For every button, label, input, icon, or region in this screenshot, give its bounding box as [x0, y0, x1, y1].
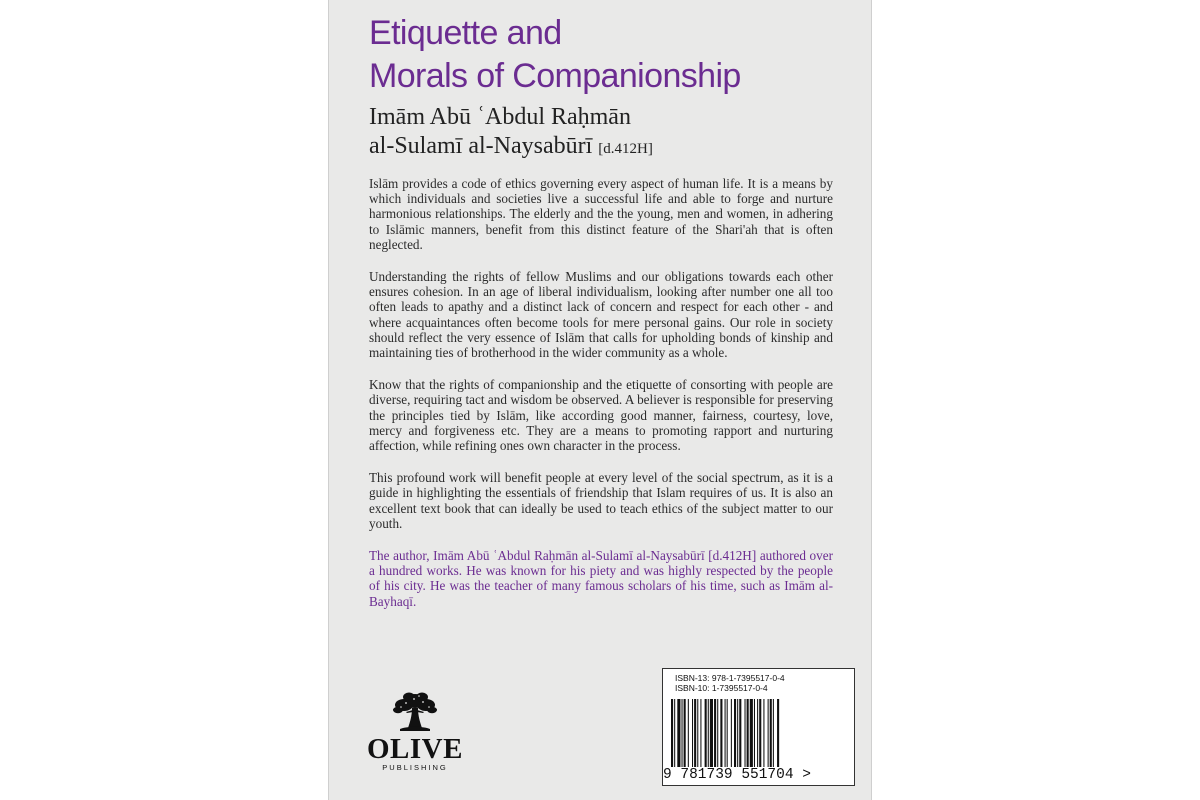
barcode-bar: [737, 699, 738, 767]
author-name: [369, 103, 653, 164]
barcode-bar: [777, 699, 779, 767]
barcode-bar: [745, 699, 746, 767]
author-name-line-1: Imām Abū ʿAbdul Raḥmān: [369, 104, 631, 130]
author-name-line-2: [369, 132, 653, 164]
author-death-date: [d.412H]: [598, 141, 653, 157]
barcode-bar: [714, 699, 716, 767]
barcode-bar: [694, 699, 696, 767]
barcode-bar: [727, 699, 728, 767]
isbn-13: ISBN-13: 978-1-7395517-0-4: [675, 673, 785, 683]
blurb: [369, 176, 833, 626]
book-title: [369, 12, 741, 98]
blurb-paragraph: This profound work will benefit people at every level of the social spectrum, as it is a guide in highlighting the essentials of friendship that Islam requires of us. It is also an excellent text book that can ideally be used to teach ethics of the subject matter to our youth.: [369, 470, 833, 531]
publisher-logo: [359, 690, 471, 798]
barcode-bar: [677, 699, 680, 767]
barcode-bar: [731, 699, 732, 767]
barcode-bar: [768, 699, 769, 767]
about-author: The author, Imām Abū ʿAbdul Raḥmān al-Sulamī al-Naysabūrī [d.412H] authored over a hundred works. He was known for his piety and was highly respected by the people of his city. He was the teacher of many famous scholars of his time, such as Imām al-Bayhaqī.: [369, 548, 833, 609]
barcode-bar: [717, 699, 718, 767]
back-cover: [328, 0, 872, 800]
book-title-line-2: Morals of Companionship: [369, 57, 741, 95]
barcode-bar: [692, 699, 693, 767]
barcode-bar: [770, 699, 772, 767]
barcode-bar: [747, 699, 749, 767]
barcode-bar: [720, 699, 722, 767]
barcode-bar: [725, 699, 726, 767]
barcode-bar: [773, 699, 774, 767]
barcode-bar: [684, 699, 686, 767]
author-name-line-2-text: al-Sulamī al-Naysabūrī: [369, 133, 593, 159]
blurb-paragraph: Know that the rights of companionship and the etiquette of consorting with people are diverse, requiring tact and wisdom be observed. A believer is responsible for preserving the principles tied by Islām, like according good manner, fairness, courtesy, love, mercy and forgiveness etc. They are a means to promoting rapport and nurturing affection, while refining ones own character in the process.: [369, 377, 833, 454]
barcode-bar: [674, 699, 675, 767]
barcode-bar: [705, 699, 707, 767]
blurb-paragraph: Islām provides a code of ethics governing every aspect of human life. It is a means by which individuals and societies live a successful life and able to forge and nurture harmonious relationships. The elderly and the the young, men and women, in adhering to Islāmic manners, benefit from this distinct feature of the Shari'ah that is often neglected.: [369, 176, 833, 252]
barcode-bar: [739, 699, 741, 767]
barcode-bar: [688, 699, 689, 767]
barcode-number: 9 781739 551704 >: [663, 767, 811, 783]
barcode-bar: [682, 699, 683, 767]
isbn-10: ISBN-10: 1-7395517-0-4: [675, 683, 768, 693]
barcode-bar: [697, 699, 698, 767]
book-title-line-1: Etiquette and: [369, 14, 562, 52]
publisher-subtitle: PUBLISHING: [382, 763, 448, 772]
barcode-bar: [710, 699, 713, 767]
barcode-bar: [700, 699, 701, 767]
olive-tree-icon: [392, 690, 438, 732]
barcode-bar: [754, 699, 755, 767]
barcode-bar: [671, 699, 673, 767]
barcode-bar: [750, 699, 753, 767]
barcode-bar: [734, 699, 736, 767]
isbn-barcode: [662, 668, 855, 786]
publisher-name: OLIVE: [367, 733, 463, 765]
barcode-bar: [708, 699, 709, 767]
barcode-bar: [759, 699, 761, 767]
barcode-bar: [757, 699, 758, 767]
blurb-paragraph: Understanding the rights of fellow Muslims and our obligations towards each other ensures cohesion. In an age of liberal individualism, looking after number one all too often leads to apathy and a distinct lack of concern and respect for each other - and where acquaintances often become tools for mere personal gains. Our role in society should reflect the very essence of Islām that calls for upholding bonds of kinship and maintaining ties of brotherhood in the wider community as a whole.: [369, 269, 833, 361]
barcode-bar: [763, 699, 764, 767]
barcode-bars: [671, 699, 849, 767]
